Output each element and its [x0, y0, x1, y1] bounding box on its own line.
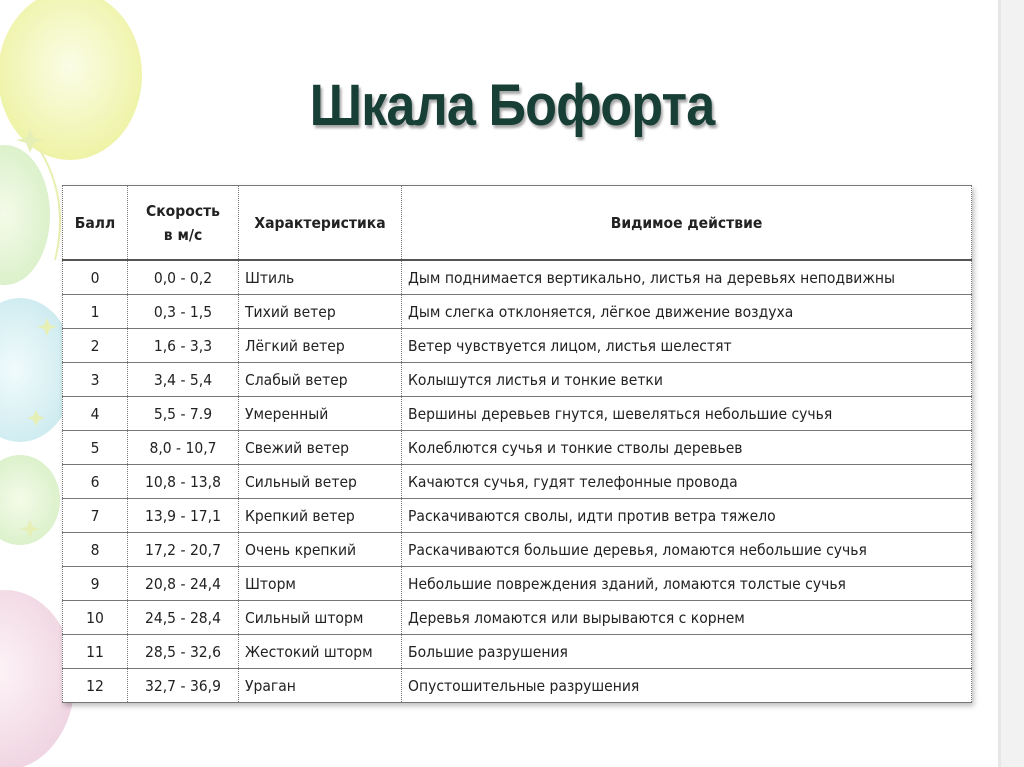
cell-effect: Качаются сучья, гудят телефонные провода [402, 465, 972, 499]
slide-edge-shadow [998, 0, 1024, 767]
table-row [63, 260, 972, 295]
table-row [63, 329, 972, 363]
cell-characteristic: Умеренный [239, 397, 402, 431]
balloon-green-icon [0, 145, 50, 285]
cell-effect: Раскачиваются большие деревья, ломаются небольшие сучья [402, 533, 972, 567]
header-speed [128, 186, 239, 261]
cell-ball: 12 [63, 669, 128, 703]
cell-speed: 1,6 - 3,3 [128, 329, 239, 363]
table-header-row [63, 186, 972, 261]
table-row [63, 601, 972, 635]
cell-effect: Дым слегка отклоняется, лёгкое движение воздуха [402, 295, 972, 329]
cell-speed: 28,5 - 32,6 [128, 635, 239, 669]
cell-speed: 5,5 - 7.9 [128, 397, 239, 431]
table-row [63, 533, 972, 567]
cell-ball: 2 [63, 329, 128, 363]
cell-speed: 24,5 - 28,4 [128, 601, 239, 635]
cell-speed: 13,9 - 17,1 [128, 499, 239, 533]
header-speed-line1: Скорость [145, 201, 220, 220]
cell-ball: 4 [63, 397, 128, 431]
cell-effect: Ветер чувствуется лицом, листья шелестят [402, 329, 972, 363]
cell-characteristic: Сильный ветер [239, 465, 402, 499]
cell-effect: Деревья ломаются или вырываются с корнем [402, 601, 972, 635]
cell-speed: 0,3 - 1,5 [128, 295, 239, 329]
cell-speed: 20,8 - 24,4 [128, 567, 239, 601]
cell-characteristic: Лёгкий ветер [239, 329, 402, 363]
cell-characteristic: Свежий ветер [239, 431, 402, 465]
cell-ball: 10 [63, 601, 128, 635]
table-row [63, 567, 972, 601]
cell-speed: 0,0 - 0,2 [128, 260, 239, 295]
table-row [63, 465, 972, 499]
cell-speed: 17,2 - 20,7 [128, 533, 239, 567]
table-row [63, 635, 972, 669]
table-row [63, 669, 972, 703]
cell-characteristic: Крепкий ветер [239, 499, 402, 533]
cell-ball: 1 [63, 295, 128, 329]
header-ball: Балл [63, 186, 128, 261]
page-title: Шкала Бофорта [309, 73, 715, 138]
cell-characteristic: Ураган [239, 669, 402, 703]
table-row [63, 295, 972, 329]
cell-ball: 11 [63, 635, 128, 669]
cell-characteristic: Тихий ветер [239, 295, 402, 329]
cell-effect: Колеблются сучья и тонкие стволы деревьев [402, 431, 972, 465]
cell-characteristic: Очень крепкий [239, 533, 402, 567]
cell-speed: 8,0 - 10,7 [128, 431, 239, 465]
cell-characteristic: Штиль [239, 260, 402, 295]
cell-effect: Вершины деревьев гнутся, шевеляться небольшие сучья [402, 397, 972, 431]
beaufort-scale-table [62, 185, 972, 703]
header-effect: Видимое действие [402, 186, 972, 261]
header-characteristic: Характеристика [239, 186, 402, 261]
cell-effect: Колышутся листья и тонкие ветки [402, 363, 972, 397]
cell-effect: Опустошительные разрушения [402, 669, 972, 703]
cell-ball: 7 [63, 499, 128, 533]
cell-effect: Дым поднимается вертикально, листья на деревьях неподвижны [402, 260, 972, 295]
cell-ball: 5 [63, 431, 128, 465]
cell-speed: 10,8 - 13,8 [128, 465, 239, 499]
cell-ball: 3 [63, 363, 128, 397]
header-speed-line2: в м/с [163, 225, 203, 244]
cell-ball: 8 [63, 533, 128, 567]
cell-speed: 32,7 - 36,9 [128, 669, 239, 703]
cell-effect: Раскачиваются сволы, идти против ветра тяжело [402, 499, 972, 533]
cell-characteristic: Жестокий шторм [239, 635, 402, 669]
cell-ball: 0 [63, 260, 128, 295]
table-row [63, 431, 972, 465]
table-row [63, 499, 972, 533]
cell-characteristic: Сильный шторм [239, 601, 402, 635]
cell-characteristic: Шторм [239, 567, 402, 601]
cell-characteristic: Слабый ветер [239, 363, 402, 397]
cell-speed: 3,4 - 5,4 [128, 363, 239, 397]
table-row [63, 363, 972, 397]
cell-effect: Небольшие повреждения зданий, ломаются толстые сучья [402, 567, 972, 601]
cell-ball: 9 [63, 567, 128, 601]
table-row [63, 397, 972, 431]
cell-effect: Большие разрушения [402, 635, 972, 669]
cell-ball: 6 [63, 465, 128, 499]
